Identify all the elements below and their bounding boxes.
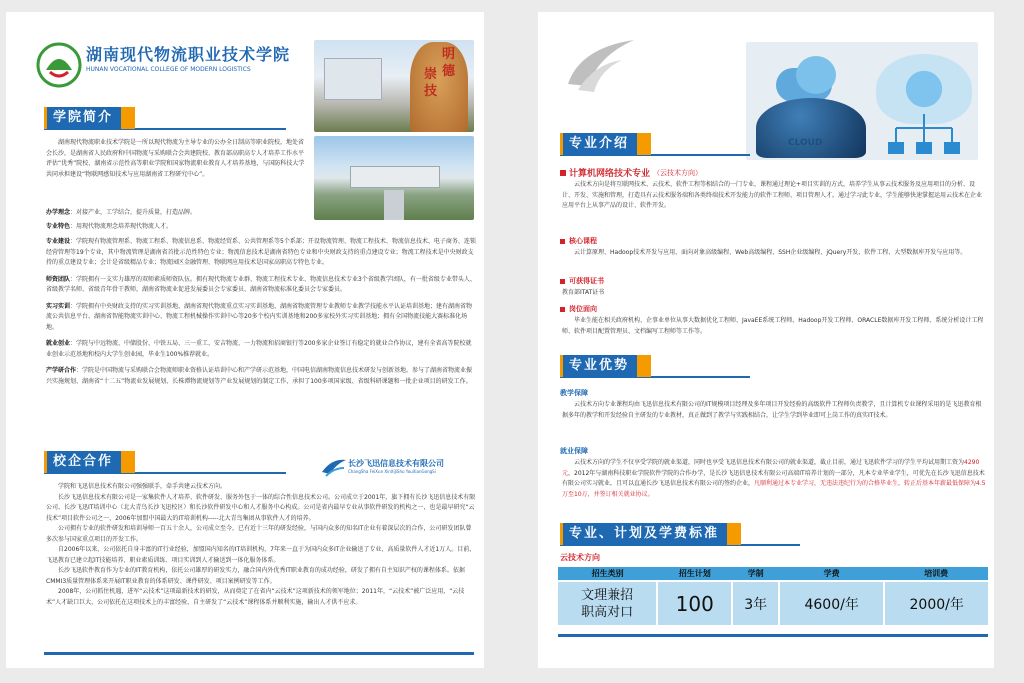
section-title: 专业介绍 bbox=[560, 133, 637, 155]
column-header: 招生类别 bbox=[558, 567, 657, 581]
column-header: 学费 bbox=[779, 567, 884, 581]
fact-value: ：学院拥有中央财政支持的实习实训基地、湖南省现代物流重点实习实训基地、湖南省物流管理专业教师专业教学技能水平认证培训基地；建有湖南省物流公共信息平台、湖南省智能物流实训中心、物流工程机械操作实训中心等20多个校内实训基地和200多家校外实习实训基地；拥有全国物流技能大赛标准化场地。 bbox=[46, 302, 473, 331]
stone-inscription bbox=[422, 46, 466, 100]
fact-value: ：学院拥有一支实力雄厚的双师素质师资队伍。拥有现代物流专业群、物流工程技术专业、物流信息技术专业3个省级教学团队，有一批省级专业带头人、省级教学名师、省级青年骨干教师，湖南省物流业促进发展委员会专家委员、湖南省物流标准化委员会专家委员。 bbox=[46, 275, 476, 293]
coop-paragraph: 长沙飞迅软件教育作为专业的IT教育机构，依托公司雄厚的研发实力，融合国内外优秀IT职业教育的成功经验，研发了拥有自主知识产权的课程体系。依据CMMI3质量管理体系来开展IT职业教育的体系研发、课件研发、项目案例研发等工作。 bbox=[46, 567, 465, 585]
jobs-paragraph: 毕业生能在相关政府机构、企事业单位从事大数据优化工程师、JavaEE系统工程师、Hadoop开发工程师、ORACLE数据库开发工程师、系统分析设计工程师、软件项目配置管理员、文档编写工程师等工作等。 bbox=[562, 317, 984, 335]
employment-text-2: ，2012年与湖南科技职业学院软件学院的合作办学，是长沙飞迅信息技术有限公司高端IT培养计划的一部分，凡本专业毕业学生，可优先在长沙飞迅信息技术有限公司实习就业，且可以直通长沙飞迅信息技术有限公司的签约企业， bbox=[562, 469, 985, 487]
section-title: 专业优势 bbox=[560, 355, 637, 377]
coop-paragraph: 长沙飞迅信息技术有限公司是一家集软件人才培养、软件研发、服务外包于一体的综合性信息技术公司。公司成立于2001年，旗下拥有长沙飞迅信息技术有限公司、长沙飞迅IT培训中心（北大青鸟长沙飞迅校区）和长沙软件研发中心和人才服务中心构成。公司是省内最早专业从事软件研发的机构之一，也是最早研究“云技术”项目软件公司之一，2006年加盟中国最大的IT培训机构-----北大青鸟集团从事软件人才的培养。 bbox=[46, 493, 476, 522]
major-direction: （云技术方向） bbox=[653, 168, 703, 177]
section-header-major bbox=[560, 134, 750, 156]
fact-key: 专业建设 bbox=[46, 238, 71, 245]
column-header: 招生计划 bbox=[657, 567, 732, 581]
major-desc-paragraph: 云技术方向是将互联网技术、云技术、软件工程等相结合的一门专业，课程通过理论+项目实训的方式，培养学生从事云技术服务及应用项目的分析、设计、开发、实施和管理，打造具有云技术服务端和各类终端技术开发能力的软件工程师、项目管理人才。通过学习此专业，学生能够快速掌握运用云技术在企业应用平台上从事产品的设计、软件开发。 bbox=[562, 181, 983, 209]
stone-char: 明 bbox=[442, 47, 456, 62]
stone-char: 德 bbox=[442, 64, 456, 79]
teaching-paragraph: 云技术方向专业课程均由飞迅信息技术有限公司的IT规模项目经理及多年项目开发经验的高级软件工程师负责教学，且计算机专业课程采用的是飞迅教育根据多年的教学和开发经验自主研发的专业教材，真正做到了教学与实践相结合，让学生学到毕业即可上岗工作的真实IT技术。 bbox=[562, 401, 982, 419]
direction-label: 云技术方向 bbox=[560, 553, 600, 562]
fee-table-header-row bbox=[558, 567, 988, 581]
feixun-logo-icon bbox=[320, 456, 348, 478]
column-header: 培训费 bbox=[884, 567, 988, 581]
stone-char: 技 bbox=[424, 84, 438, 99]
footer-bar bbox=[558, 634, 988, 637]
coop-paragraph: 学院和飞迅信息技术有限公司强强联手，牵手共建云技术方向。 bbox=[58, 483, 227, 490]
column-header: 学制 bbox=[732, 567, 779, 581]
teaching-guarantee-text bbox=[562, 400, 986, 421]
fact-value: ：学院是中国物流与采购联合会物流师职业资格认证培训中心和产学研示范基地，中国电信湖南物流信息技术研发与创新基地。参与了湖南省物流业振兴实施规划、湖南省“十二五”物流业发展规划、长株潭物流规划等产业发展规划的制定工作，承担了100多项国家级、省级科研课题和一批企业项目的研发工作。 bbox=[46, 367, 473, 385]
certificate-value: 教育部ITAT证书 bbox=[562, 289, 605, 296]
heading-text: 可获得证书 bbox=[569, 277, 604, 285]
major-name: 计算机网络技术专业 bbox=[569, 169, 651, 179]
network-icon bbox=[876, 114, 972, 158]
partner-logo bbox=[320, 454, 480, 484]
major-description bbox=[562, 180, 986, 212]
college-logo-icon bbox=[36, 42, 82, 88]
certificate-text bbox=[562, 288, 986, 299]
table-cell: 3年 bbox=[732, 581, 779, 625]
fact-key: 专业特色 bbox=[46, 222, 71, 230]
fact-key: 师资团队 bbox=[46, 275, 71, 283]
school-name-en: HUNAN VOCATIONAL COLLEGE OF MODERN LOGISTICS bbox=[86, 66, 251, 73]
table-cell: 文理兼招 职高对口 bbox=[558, 581, 657, 625]
table-cell: 4600/年 bbox=[779, 581, 884, 625]
certificate-heading bbox=[560, 276, 604, 286]
fact-value: ：用现代物流理念培养现代物流人才。 bbox=[70, 222, 173, 230]
right-page bbox=[538, 12, 994, 668]
heading-text: 核心课程 bbox=[569, 237, 597, 245]
section-header-intro bbox=[44, 108, 286, 130]
cloud-image bbox=[746, 42, 978, 160]
fact-key: 办学理念 bbox=[46, 209, 71, 216]
section-title: 校企合作 bbox=[44, 451, 121, 473]
partner-name-cn: 长沙飞迅信息技术有限公司 bbox=[348, 459, 444, 468]
employment-guarantee-text bbox=[562, 458, 986, 500]
section-header-coop bbox=[44, 452, 286, 474]
jobs-heading bbox=[560, 304, 597, 314]
campus-photo-stone bbox=[314, 40, 474, 132]
table-cell: 100 bbox=[657, 581, 732, 625]
salary-guarantee-highlight: 凡顺利通过本专业学习，无违法违纪行为的合格毕业生，转正后基本年薪最低保障为4.5万至10万，并签订相关就业协议。 bbox=[562, 480, 986, 498]
left-page bbox=[6, 12, 484, 668]
section-title: 学院简介 bbox=[44, 107, 121, 129]
college-facts bbox=[46, 208, 476, 387]
intro-paragraph: 湖南现代物流职业技术学院是一所以现代物流为主导专业的公办全日制高等职业院校，地处省会长沙，是湖南省人民政府和中国物流与采购联合会共建院校、教育部高职高专人才培养工作水平评估“优秀”院校、湖南省示范性高等职业学院和国家物流职业教育人才培养基地，与国防科技大学共同承担建设“物联网感知技术与应用湖南省工程研究中心”。 bbox=[46, 139, 305, 178]
salary-highlight: 4290元 bbox=[562, 459, 980, 477]
section-header-advantages bbox=[560, 356, 750, 378]
fact-value: ：学院与中远物流、中储股份、中铁五局、三一重工、安吉物流、一力物流和招商银行等200多家企业签订有稳定的就业合作协议，建有全省高等院校就业创业示范基地和校内大学生创业园，毕业生100%推荐就业。 bbox=[46, 340, 472, 358]
major-title bbox=[560, 166, 702, 179]
core-courses-text bbox=[562, 248, 986, 259]
section-title: 专业、计划及学费标准 bbox=[560, 523, 727, 545]
coop-paragraph: 2008年，公司抓住机遇，进军“云技术”这项最新技术的研发，从而奠定了在省内“云技术”这项新技术的领军地位；2011年，“云技术”被广泛应用，“云技术”人才缺口巨大，公司依托在这项技术上的丰富经验，自主研发了“云技术”课程体系并顺利实施，输出人才供不应求。 bbox=[46, 588, 465, 606]
coop-paragraph: 自2006年以来，公司依托自身丰富的IT行业经验，加盟国内知名的IT培训机构，7年来一直于为国内众多IT企业输送了专业、高质量软件人才近1万人。目前，飞迅教育已建立起IT技能培养、职业素质训练、项目实训到人才输送到一体化服务体系。 bbox=[46, 546, 476, 564]
fact-key: 就业创业 bbox=[46, 340, 71, 347]
table-cell: 2000/年 bbox=[884, 581, 988, 625]
section-header-fees bbox=[560, 524, 800, 546]
fact-value: ：学院现有物流管理系、物流工程系、物流信息系、物流经贸系、公共管理系等5个系部；开设物流管理、物流工程技术、物流信息技术、电子商务、连锁经营管理等19个专业，其中物流管理是湖南省首批示范性特色专业；物流信息技术是湖南省特色专业和中央财政支持的重点建设专业；物流工程技术是中央财政支持的重点建设专业；会计是省级精品专业；物流园区金融管理、物联网应用技术是国家高职高专特色专业。 bbox=[46, 238, 476, 266]
employment-text-1: 云技术方向的学生不仅享受学院的就业渠道，同时也享受飞迅信息技术有限公司的就业渠道，截止目前，通过飞迅软件学习的学生平均试用期工资为 bbox=[574, 459, 965, 466]
core-courses-heading bbox=[560, 236, 597, 246]
fee-table bbox=[558, 567, 988, 625]
footer-bar bbox=[44, 652, 474, 655]
swoosh-logo-icon bbox=[560, 34, 640, 94]
stone-char: 崇 bbox=[424, 67, 438, 82]
teaching-guarantee-heading: 教学保障 bbox=[560, 389, 588, 397]
heading-text: 岗位面向 bbox=[569, 305, 597, 313]
coop-paragraph: 公司拥有专业的软件研发和培训导师一百五十余人，公司成立至今，已有近十三年的研发经验，与国内众多的知名IT企业有着深层次的合作，公司研发团队曾多次参与国家重点项目的开发工作。 bbox=[46, 525, 472, 543]
employment-paragraph bbox=[562, 458, 986, 500]
jobs-text bbox=[562, 316, 986, 337]
partner-name-en: ChangSha FeiXun XinXiJiShu YouXianGongSi bbox=[348, 469, 436, 474]
fact-value: ：对接产业，工学结合，提升质量，打造品牌。 bbox=[70, 209, 197, 216]
core-courses-paragraph: 云计算原理、Hadoop技术开发与应用、面向对象高级编程、Web高级编程、SSH企业级编程、jQuery开发、软件工程、大型数据库开发与应用等。 bbox=[574, 249, 967, 256]
school-name-cn: 湖南现代物流职业技术学院 bbox=[86, 45, 291, 64]
employment-guarantee-heading: 就业保障 bbox=[560, 447, 588, 455]
fact-key: 实习实训 bbox=[46, 302, 71, 310]
cloud-label: CLOUD bbox=[788, 138, 823, 148]
coop-text bbox=[46, 482, 476, 608]
fact-key: 产学研合作 bbox=[46, 367, 77, 374]
table-row bbox=[558, 581, 988, 625]
intro-text bbox=[46, 138, 308, 180]
